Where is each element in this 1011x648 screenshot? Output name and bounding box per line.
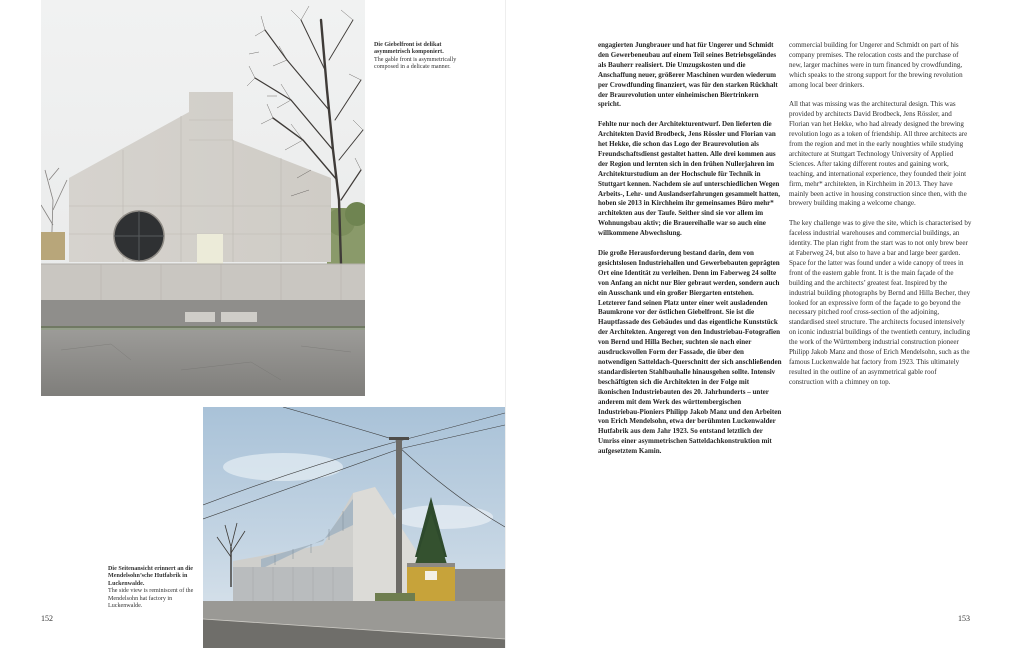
page-number-left: 152 bbox=[41, 614, 53, 623]
side-view-illustration bbox=[203, 407, 505, 648]
caption-side-view bbox=[108, 566, 200, 610]
english-text-column bbox=[789, 41, 973, 398]
german-paragraph: engagierten Jungbrauer und hat für Ungerer und Schmidt den Gewerbeneubau auf einem Teil seines Betriebsgeländes als Bauherr realisiert. Die Umzugskosten und die Anschaffung neuer, größerer Maschinen wurden wiederum per Crowdfunding finanziert, was für den starken Rückhalt der Braurevolution unter einheimischen Biertrinkern spricht. bbox=[598, 41, 778, 109]
photo-side-view bbox=[203, 407, 505, 648]
german-paragraph: Die große Herausforderung bestand darin, dem von gesichtslosen Industriehallen und Gewerbebauten geprägten Ort eine Identität zu verleihen. Denn im Faberweg 24 sollte von Anfang an nicht nur Bier gebraut werden, sondern auch ein Ausschank und ein großer Biergarten entstehen. Letzterer fand seinen Platz unter einer weit ausladenden Baumkrone vor der östlichen Giebelfront. Sie ist die Hauptfassade des Gebäudes und das eigentliche Kunststück der Architekten. Angeregt von den Industriebau-Fotografien von Bernd und Hilla Becher, suchten sie nach einer ausdrucksvollen Form der Fassade, die über den notwendigen Satteldach-Querschnitt der sich anschließenden standardisierten Stahlbauhalle hinausgehen sollte. Intensiv beschäftigten sich die Architekten in der Folge mit ikonischen Industriebauten des 20. Jahrhunderts – unter anderem mit dem Werk des württembergischen Industriebau-Pioniers Philipp Jakob Manz und den Arbeiten von Erich Mendelsohn, etwa der berühmten Luckenwalder Hutfabrik aus dem Jahr 1923. So entstand letztlich der Umriss einer asymmetrischen Satteldachkonstruktion mit aufgesetztem Kamin. bbox=[598, 249, 782, 456]
caption-german: Die Seitenansicht erinnert an die Mendelsohn’sche Hutfabrik in Luckenwalde. bbox=[108, 566, 193, 587]
english-paragraph: All that was missing was the architectural design. This was provided by architects David Brodbeck, Jens Rössler, and Florian van het Hekke, who had already designed the brewing revolution logo as a token of friendship. All three architects are from the region and met in the early noughties while studying architecture at Stuttgart Technology University of Applied Sciences. After taking different routes and gaining work, teaching, and international experience, they founded their joint firm, mehr* architekten, in Kirchheim in 2013. They have mainly been active in housing construction since then, with the brewery building making a welcome change. bbox=[789, 100, 968, 208]
photo-gable-front bbox=[41, 0, 365, 396]
page-number-right: 153 bbox=[958, 614, 970, 623]
caption-english: The side view is reminiscent of the Mendelsohn hat factory in Luckenwalde. bbox=[108, 588, 194, 610]
german-paragraph: Fehlte nur noch der Architekturentwurf. Den lieferten die Architekten David Brodbeck, Jens Rössler und Florian van het Hekke, die schon das Logo der Braurevolution als Freundschaftsdienst gestaltet hatten. Alle drei kommen aus der Region und lernten sich in den frühen Nullerjahren im Architekturstudium an der Hochschule für Technik in Stuttgart kennen. Nachdem sie auf unterschiedlichen Wegen Arbeits-, Lehr- und Auslandserfahrungen gesammelt hatten, hoben sie 2013 in Kirchheim ihr gemeinsames Büro mehr* architekten aus der Taufe. Seither sind sie vor allem im Wohnungsbau aktiv; die Brauereihalle war so auch eine willkommene Abwechslung. bbox=[598, 120, 780, 238]
english-paragraph: commercial building for Ungerer and Schmidt on part of his company premises. The relocation costs and the purchase of new, larger machines were in turn financed by crowdfunding, which speaks to the strong support for the brewing revolution among local beer drinkers. bbox=[789, 41, 963, 89]
english-paragraph: The key challenge was to give the site, which is characterised by faceless industrial warehouses and commercial buildings, an identity. The plan right from the start was to not only brew beer at Faberweg 24, but also to have a bar and large beer garden. Space for the latter was found under a wide canopy of trees in front of the eastern gable front. It is the main façade of the building and the architects’ greatest feat. Inspired by the industrial building photographs by Bernd and Hilla Becher, they looked for an expressive form of the façade to go beyond the necessary pitched roof cross-section of the adjoining, standardised steel structure. The architects focused intensively on iconic industrial buildings of the twentieth century, including the work of the Württemberg industrial construction pioneer Philipp Jakob Manz and those of Erich Mendelsohn, such as the famous Luckenwalde hat factory from 1923. This ultimately resulted in the outline of an asymmetrical gable roof construction with a chimney on top. bbox=[789, 219, 972, 386]
page-gutter bbox=[505, 0, 506, 648]
gable-front-illustration bbox=[41, 0, 365, 396]
caption-gable-front bbox=[374, 42, 478, 72]
german-text-column bbox=[598, 41, 782, 467]
caption-german: Die Giebelfront ist delikat asymmetrisch komponiert. bbox=[374, 42, 444, 56]
caption-english: The gable front is asymmetrically composed in a delicate manner. bbox=[374, 56, 457, 71]
